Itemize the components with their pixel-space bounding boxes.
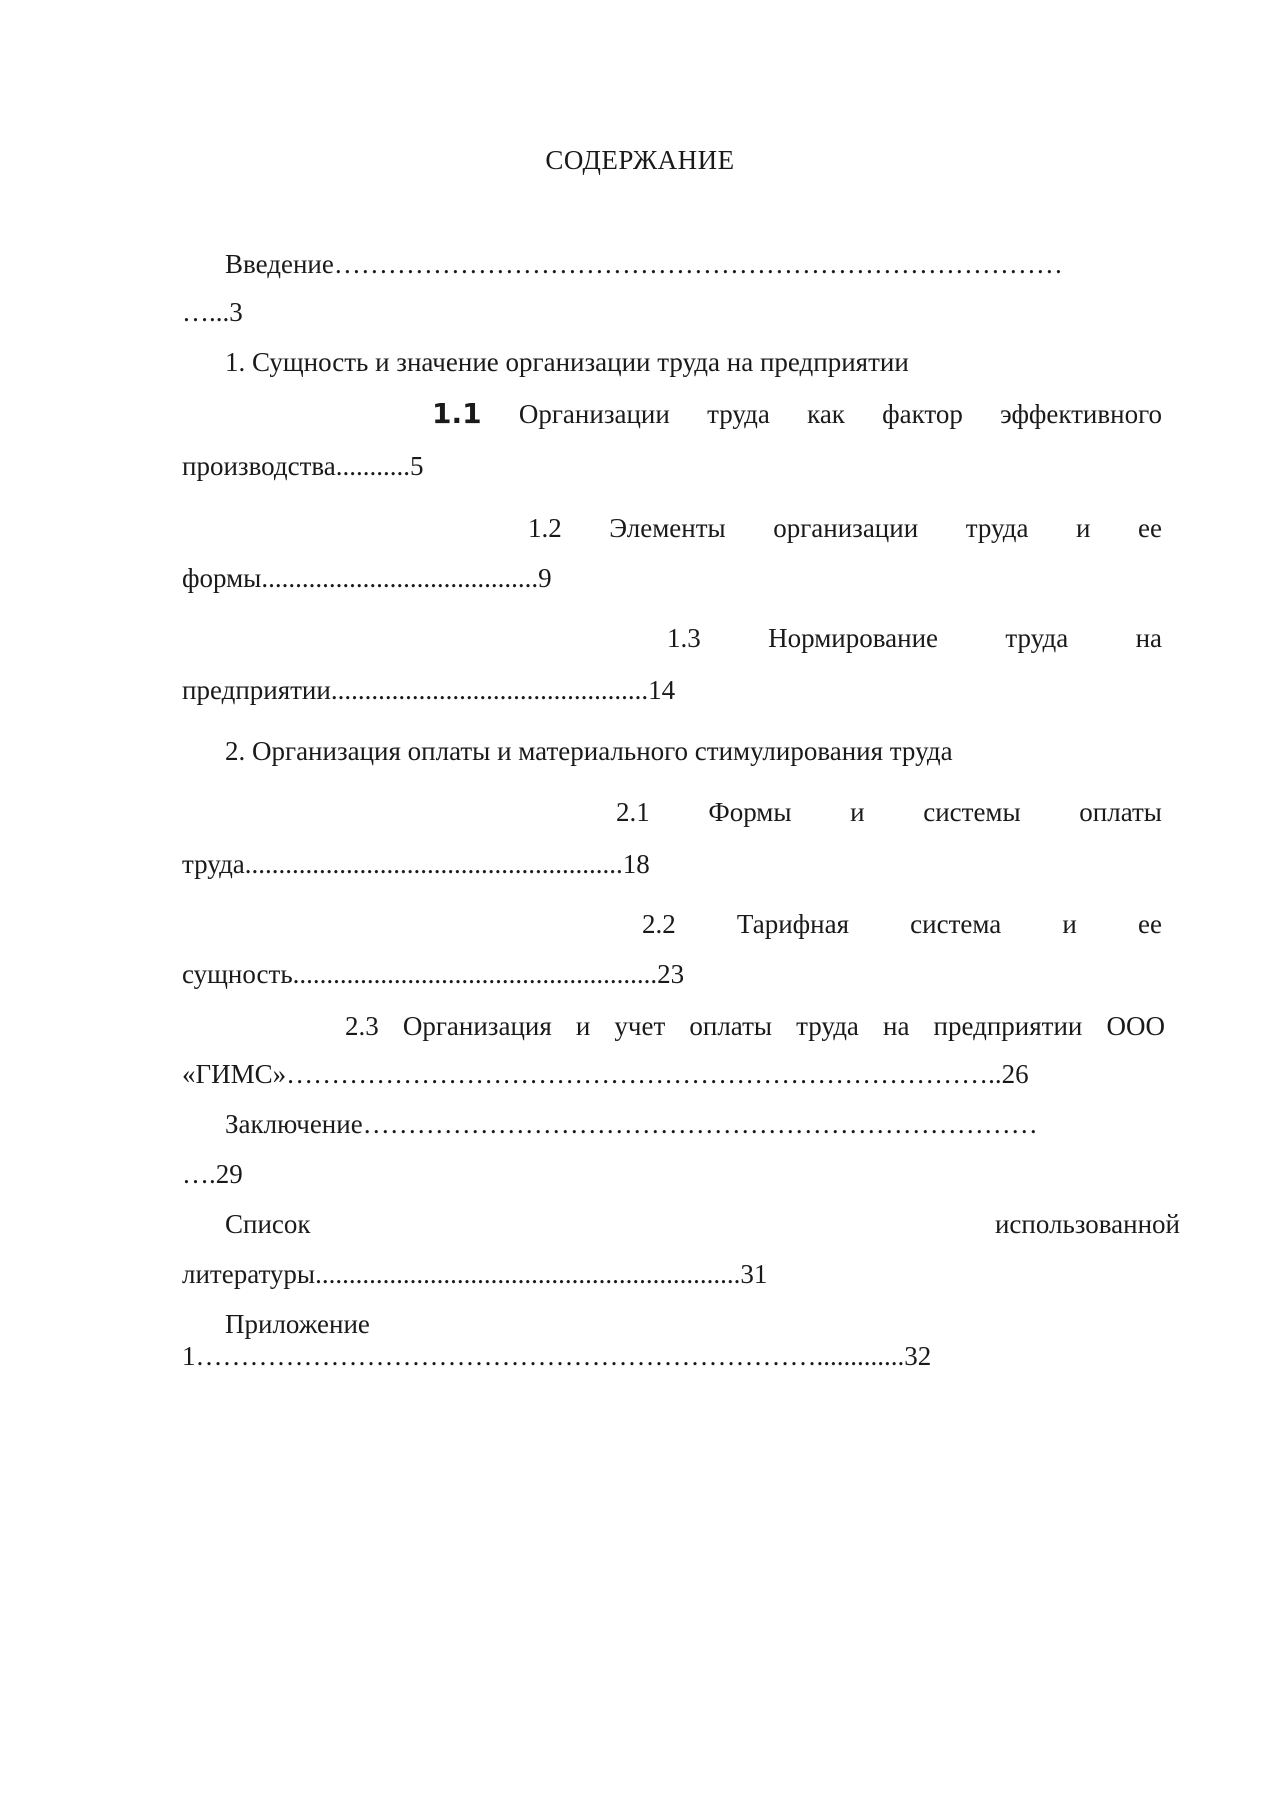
toc-word: 1.2: [528, 513, 562, 543]
toc-word: системы: [923, 797, 1021, 827]
toc-word: использованной: [994, 1209, 1180, 1239]
toc-bibliography-tail: литературы...............................................................31: [182, 1259, 768, 1289]
toc-section-1-1-line: [432, 398, 1162, 430]
toc-word: труда: [796, 1011, 859, 1041]
toc-word: и: [575, 1011, 591, 1041]
toc-section-1-3-line: [667, 622, 1162, 654]
toc-bibliography-line: [225, 1208, 1180, 1240]
toc-word: труда: [707, 399, 770, 429]
toc-word: ее: [1138, 909, 1162, 939]
toc-word: Организация: [402, 1011, 552, 1041]
toc-word: ООО: [1106, 1011, 1165, 1041]
toc-section-2-3-tail: «ГИМС»……………………………………………………………………..26: [182, 1059, 1029, 1089]
toc-word: Список: [225, 1209, 311, 1239]
toc-conclusion-label: Заключение…………………………………………………………………: [225, 1109, 1038, 1139]
toc-word: 2.1: [616, 797, 650, 827]
toc-word: эффективного: [1000, 399, 1162, 429]
toc-word: и: [1062, 909, 1077, 939]
toc-word: на: [1135, 623, 1162, 653]
toc-word: учет: [614, 1011, 666, 1041]
toc-section-1-2-line: [528, 512, 1162, 544]
toc-word: Нормирование: [768, 623, 939, 653]
toc-word: Тарифная: [736, 909, 850, 939]
toc-chapter-2-title: 2. Организация оплаты и материального стимулирования труда: [225, 736, 953, 766]
toc-word: фактор: [882, 399, 963, 429]
toc-word: Элементы: [609, 513, 726, 543]
toc-word: Организации: [518, 399, 670, 429]
toc-section-1-1-tail: производства...........5: [182, 451, 424, 481]
toc-section-2-3-line: [345, 1010, 1165, 1042]
toc-section-2-1-line: [616, 796, 1162, 828]
toc-chapter-1-title: 1. Сущность и значение организации труда на предприятии: [225, 347, 909, 377]
toc-section-2-2-line: [642, 908, 1162, 940]
toc-conclusion-page: ….29: [182, 1159, 243, 1189]
toc-word: предприятии: [933, 1011, 1083, 1041]
toc-word: и: [850, 797, 865, 827]
toc-section-2-1-tail: труда........................................................18: [182, 849, 650, 879]
toc-word: 2.3: [345, 1011, 379, 1041]
toc-word: оплаты: [689, 1011, 773, 1041]
toc-word: 2.2: [642, 909, 676, 939]
toc-intro-label: Введение………………………………………………………………………: [225, 249, 1063, 279]
toc-word: на: [883, 1011, 910, 1041]
toc-word: оплаты: [1079, 797, 1162, 827]
toc-word: как: [807, 399, 845, 429]
toc-section-1-3-tail: предприятии...............................................14: [182, 675, 676, 705]
toc-appendix-label: Приложение: [225, 1309, 370, 1339]
toc-word: организации: [773, 513, 919, 543]
toc-word: ее: [1138, 513, 1162, 543]
toc-word: система: [910, 909, 1002, 939]
toc-appendix-tail: 1…………………………………………………………….............32: [182, 1341, 932, 1371]
toc-word: Формы: [708, 797, 792, 827]
toc-word: 1.3: [667, 623, 701, 653]
toc-section-1-1-number: 1.1: [432, 397, 482, 430]
toc-intro-page: …...3: [182, 297, 243, 327]
toc-word: труда: [1005, 623, 1069, 653]
toc-word: труда: [965, 513, 1029, 543]
toc-section-1-2-tail: формы.........................................9: [182, 563, 552, 593]
toc-section-2-2-tail: сущность......................................................23: [182, 959, 685, 989]
page-title: СОДЕРЖАНИЕ: [545, 145, 735, 175]
toc-word: и: [1076, 513, 1091, 543]
